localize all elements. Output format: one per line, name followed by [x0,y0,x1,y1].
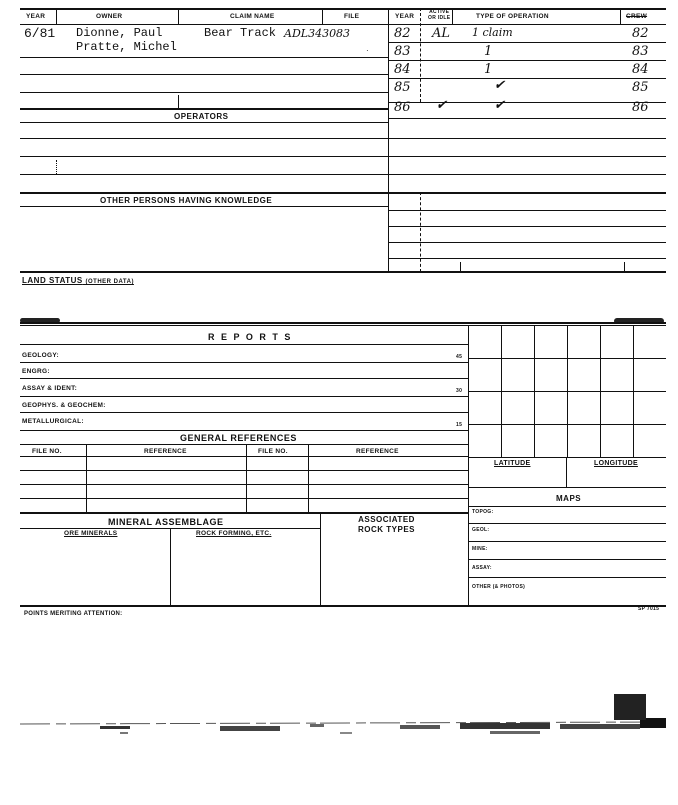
owner-row-line [20,74,388,75]
file-dot: · [366,46,369,55]
persons-divider [420,192,421,272]
associated-label: ASSOCIATED [358,515,415,524]
divider-year2 [420,8,421,102]
ref-line [20,456,468,457]
ref-col-divider [246,444,247,512]
activity-operation-84: 1 [484,62,493,77]
scan-noise-band [20,712,666,742]
grid-line [468,391,666,392]
map-topog: TOPOG: [472,509,494,515]
persons-line [388,226,666,227]
divider-active [452,8,453,24]
form-code: SP 7015 [638,606,660,612]
owner-year: 6/81 [24,26,56,41]
map-mine: MINE: [472,546,488,552]
rock-forming-label: ROCK FORMING, ETC. [196,530,272,537]
reports-line [20,412,468,413]
report-engrg: ENGRG: [22,368,50,375]
operators-line [20,122,388,123]
report-metallurgical-code: 15 [456,422,463,428]
header-active-label: ACTIVE [429,9,450,15]
operators-line [20,174,666,175]
coord-line [468,487,666,488]
grid-line [468,457,666,458]
scan-black-block [614,694,646,720]
lat-long-grid [468,325,666,457]
persons-line [388,258,666,259]
ref-line [20,470,468,471]
header-owner: OWNER [96,13,123,20]
form-top-border [20,322,666,324]
operators-top-line [20,108,388,110]
header-year: YEAR [26,13,46,20]
reports-line [20,344,468,345]
general-references-heading: GENERAL REFERENCES [180,433,297,443]
divider-year [56,8,57,24]
ownership-table [20,8,666,272]
activity-row-line [388,78,666,79]
activity-status-82: AL [432,26,451,41]
ref-col-divider [308,444,309,512]
operators-line [20,156,666,157]
activity-crew-84: 84 [632,62,649,77]
activity-operation-83: 1 [484,44,493,59]
maps-line [468,523,666,524]
reports-heading: R E P O R T S [208,332,293,342]
activity-year-86: 86 [394,100,411,115]
activity-operation-82: 1 claim [472,26,513,39]
ref-header-line [20,444,468,445]
reports-line [20,430,468,431]
maps-line [468,577,666,578]
ref-file-no-1: FILE NO. [32,448,62,455]
activity-year-84: 84 [394,62,411,77]
activity-status-86: ✔ [436,98,447,113]
latitude-label: LATITUDE [494,460,531,467]
divider-claim [322,8,323,24]
associated-rock-types [358,515,415,535]
associated-divider [320,512,321,606]
activity-operation-86: ✔ [494,98,505,113]
form-bottom-border [20,605,666,607]
activity-year-83: 83 [394,44,411,59]
ore-minerals-label: ORE MINERALS [64,530,118,537]
report-metallurgical: METALLURGICAL: [22,418,84,425]
ref-line [20,498,468,499]
longitude-label: LONGITUDE [594,460,638,467]
header-idle-label: OR IDLE [428,15,451,21]
operators-tick [56,160,57,174]
land-status-label [22,276,134,285]
persons-line [20,206,388,207]
maps-line [468,506,666,507]
activity-row-line [388,102,666,103]
header-crew: CREW [626,13,648,20]
report-geology-code: 45 [456,354,463,360]
activity-operation-85: ✔ [494,78,505,93]
report-geology: GEOLOGY: [22,352,59,359]
reports-form [20,322,666,608]
divider-owner [178,8,179,24]
activity-crew-86: 86 [632,100,649,115]
map-assay: ASSAY: [472,565,492,571]
grid-line [468,424,666,425]
ref-col-divider [86,444,87,512]
report-geophys: GEOPHYS. & GEOCHEM: [22,402,106,409]
land-status-title: LAND STATUS [22,276,83,285]
reports-line [20,396,468,397]
maps-line [468,541,666,542]
owner-name-2: Pratte, Michel [76,40,177,54]
operators-line [20,138,666,139]
grid-line [468,358,666,359]
claim-number: ADL343083 [284,27,351,40]
header-claim-name: CLAIM NAME [230,13,275,20]
maps-heading: MAPS [556,494,582,503]
header-file: FILE [344,13,360,20]
activity-crew-82: 82 [632,26,649,41]
activity-year-85: 85 [394,80,411,95]
activity-crew-83: 83 [632,44,649,59]
table-top-border [20,8,666,10]
divider-crew [620,8,621,24]
ref-reference-2: REFERENCE [356,448,399,455]
map-geol: GEOL: [472,527,490,533]
operators-heading: OPERATORS [174,112,229,121]
map-other: OTHER (& PHOTOS) [472,584,526,590]
owner-row-line [20,92,388,93]
activity-year-82: 82 [394,26,411,41]
table-bottom-border [20,271,666,273]
mineral-top-line [20,512,468,514]
header-year-2: YEAR [395,13,415,20]
report-assay-code: 30 [456,388,463,394]
mineral-col-divider [170,528,171,606]
lat-long-divider [566,457,567,487]
points-meriting-label: POINTS MERITING ATTENTION: [24,611,123,617]
activity-row-line [388,118,666,119]
other-persons-heading: OTHER PERSONS HAVING KNOWLEDGE [100,196,273,205]
scan-noise-graphic [20,712,666,742]
rock-types-label: ROCK TYPES [358,525,416,534]
owner-name-1: Dionne, Paul [76,26,163,40]
maps-line [468,559,666,560]
reports-line [20,362,468,363]
persons-line [388,210,666,211]
report-assay: ASSAY & IDENT: [22,385,78,392]
persons-line [388,242,666,243]
activity-row-line [388,42,666,43]
header-active-idle [428,9,450,21]
divider-file [388,8,389,272]
header-bottom-line [20,24,666,25]
activity-row-line [388,60,666,61]
reports-line [20,378,468,379]
owner-row-line [20,57,388,58]
land-status-sub: (OTHER DATA) [85,279,134,285]
activity-crew-85: 85 [632,80,649,95]
persons-top-line [20,192,666,194]
ref-line [20,484,468,485]
owner-col-divider [178,95,179,108]
mineral-assemblage-heading: MINERAL ASSEMBLAGE [108,517,224,527]
claim-name: Bear Track [204,26,277,40]
ref-reference-1: REFERENCE [144,448,187,455]
header-type-of-operation: TYPE OF OPERATION [476,13,549,20]
ref-file-no-2: FILE NO. [258,448,288,455]
